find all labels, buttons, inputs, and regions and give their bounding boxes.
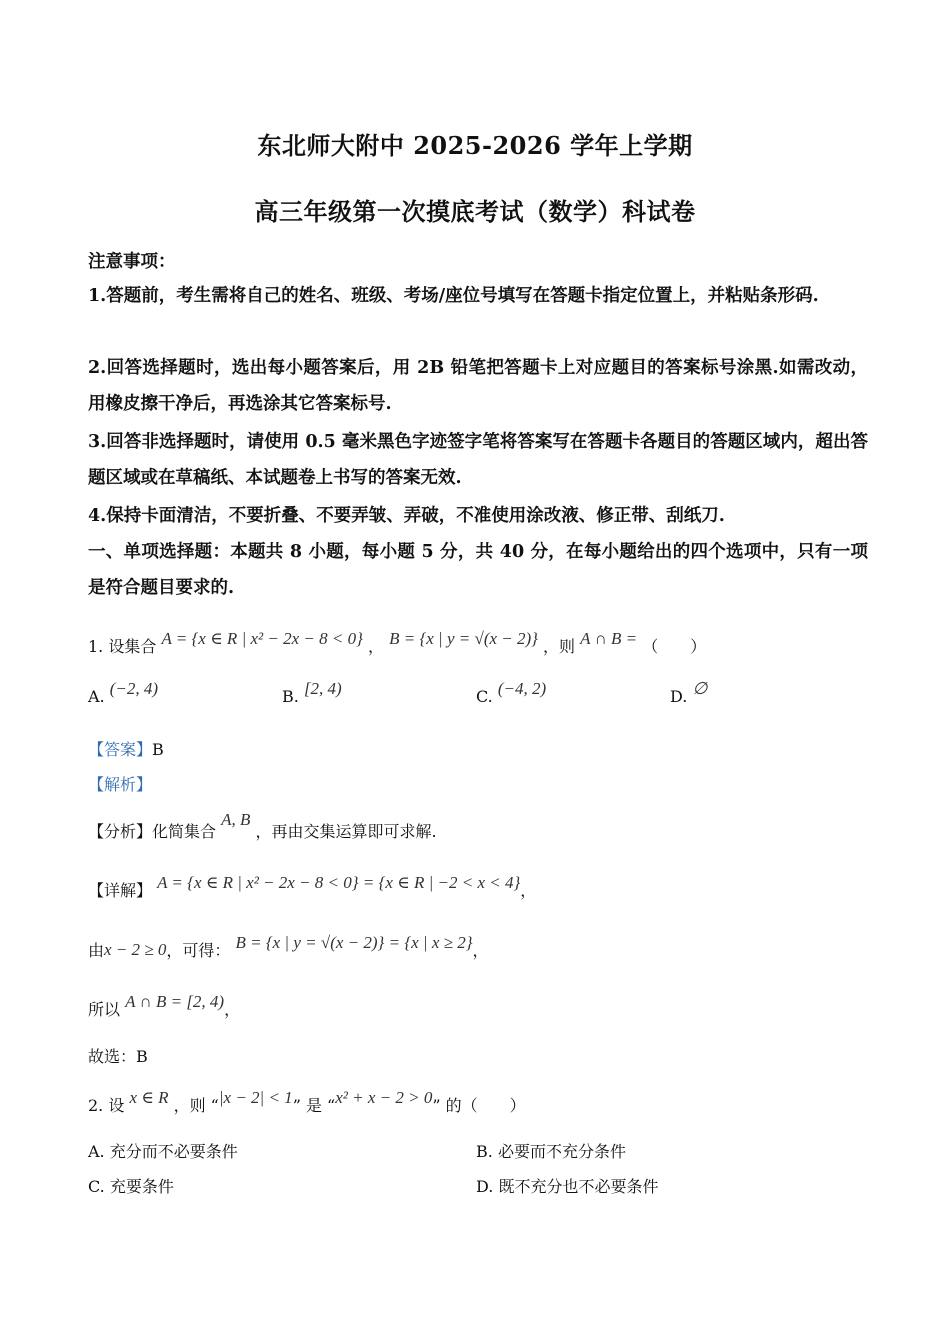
q2-math-3: x² + x − 2 > 0 bbox=[335, 1088, 433, 1107]
q2-prefix: 2. 设 bbox=[88, 1096, 125, 1115]
option-value: 充分而不必要条件 bbox=[109, 1142, 238, 1161]
q1-guxuan: 故选：B bbox=[88, 1047, 148, 1066]
fenxi-post: ，再由交集运算即可求解. bbox=[255, 822, 437, 841]
option-label: D. bbox=[476, 1177, 494, 1196]
q1-answer bbox=[88, 737, 164, 760]
q1-set-b: B = {x | y = √(x − 2)} bbox=[389, 629, 538, 648]
option-label: B. bbox=[282, 687, 299, 706]
xiangjie-end: ， bbox=[520, 881, 537, 900]
exam-title-line2: 高三年级第一次摸底考试（数学）科试卷 bbox=[254, 197, 696, 226]
q1-set-a: A = {x ∈ R | x² − 2x − 8 < 0} bbox=[161, 629, 363, 648]
q1-expression: A ∩ B = bbox=[580, 629, 638, 648]
q1-xiangjie bbox=[88, 873, 537, 901]
option-value: ∅ bbox=[692, 679, 708, 698]
q2-math-2: |x − 2| < 1 bbox=[218, 1088, 293, 1107]
fenxi-math: A, B bbox=[221, 810, 251, 829]
option-label: A. bbox=[88, 687, 105, 706]
you-math-1: x − 2 ≥ 0 bbox=[104, 940, 167, 959]
q1-then: ，则 bbox=[543, 637, 576, 656]
q2-option-c bbox=[88, 1174, 174, 1197]
q1-fenxi bbox=[88, 810, 437, 842]
q2-mid-3: ” 的（ ） bbox=[432, 1096, 526, 1115]
q1-analysis-tag: 【解析】 bbox=[88, 775, 153, 794]
q1-you bbox=[88, 933, 489, 961]
option-label: D. bbox=[670, 687, 688, 706]
section-one-heading: 一、单项选择题：本题共 8 小题，每小题 5 分，共 40 分，在每小题给出的四个选项中，只有一项是符合题目要求的. bbox=[88, 542, 868, 598]
q2-option-b bbox=[476, 1139, 626, 1162]
notice-heading: 注意事项： bbox=[88, 252, 176, 272]
option-value: (−2, 4) bbox=[109, 679, 159, 698]
option-label: C. bbox=[88, 1177, 105, 1196]
q1-prefix: 1. 设集合 bbox=[88, 637, 157, 656]
q1-blank: （ ） bbox=[642, 637, 707, 656]
xiangjie-math: A = {x ∈ R | x² − 2x − 8 < 0} = {x ∈ R | −2 < x < 4} bbox=[157, 873, 521, 892]
option-value: [2, 4) bbox=[303, 679, 342, 698]
q2-math-1: x ∈ R bbox=[129, 1088, 169, 1107]
q1-option-b bbox=[282, 679, 342, 707]
notice-item-3: 3.回答非选择题时，请使用 0.5 毫米黑色字迹签字笔将答案写在答题卡各题目的答题区域内，超出答题区域或在草稿纸、本试题卷上书写的答案无效. bbox=[88, 432, 868, 488]
q1-comma: ， bbox=[367, 637, 384, 656]
notice-item-1: 1.答题前，考生需将自己的姓名、班级、考场/座位号填写在答题卡指定位置上，并粘贴条形码. bbox=[88, 286, 819, 306]
suoyi-end: ， bbox=[224, 1000, 241, 1019]
xiangjie-tag: 【详解】 bbox=[88, 881, 153, 900]
fenxi-tag: 【分析】 bbox=[88, 822, 153, 841]
suoyi-pre: 所以 bbox=[88, 1000, 121, 1019]
you-end: ， bbox=[472, 941, 489, 960]
q1-option-d bbox=[670, 679, 708, 707]
suoyi-math: A ∩ B = [2, 4) bbox=[125, 992, 225, 1011]
q1-suoyi bbox=[88, 992, 241, 1020]
you-pre: 由 bbox=[88, 941, 105, 960]
question-1-stem bbox=[88, 629, 707, 657]
you-math-2: B = {x | y = √(x − 2)} = {x | x ≥ 2} bbox=[235, 933, 473, 952]
answer-tag: 【答案】 bbox=[88, 740, 153, 759]
fenxi-pre: 化简集合 bbox=[152, 822, 217, 841]
notice-item-4: 4.保持卡面清洁，不要折叠、不要弄皱、弄破，不准使用涂改液、修正带、刮纸刀. bbox=[88, 506, 725, 526]
notice-item-2: 2.回答选择题时，选出每小题答案后，用 2B 铅笔把答题卡上对应题目的答案标号涂黑.如需改动，用橡皮擦干净后，再选涂其它答案标号. bbox=[88, 358, 868, 414]
q2-option-a bbox=[88, 1139, 238, 1162]
exam-title-line1: 东北师大附中 2025-2026 学年上学期 bbox=[257, 131, 693, 160]
option-value: (−4, 2) bbox=[497, 679, 547, 698]
q2-mid-1: ，则 “ bbox=[173, 1096, 219, 1115]
option-value: 充要条件 bbox=[109, 1177, 174, 1196]
answer-value: B bbox=[152, 740, 164, 759]
q1-option-c bbox=[476, 679, 547, 707]
q2-mid-2: ” 是 “ bbox=[292, 1096, 336, 1115]
option-value: 既不充分也不必要条件 bbox=[498, 1177, 659, 1196]
option-value: 必要而不充分条件 bbox=[497, 1142, 626, 1161]
question-2-stem bbox=[88, 1088, 526, 1116]
you-mid: ，可得： bbox=[166, 941, 231, 960]
option-label: C. bbox=[476, 687, 493, 706]
q1-option-a bbox=[88, 679, 159, 707]
option-label: A. bbox=[88, 1142, 105, 1161]
option-label: B. bbox=[476, 1142, 493, 1161]
q2-option-d bbox=[476, 1174, 658, 1197]
